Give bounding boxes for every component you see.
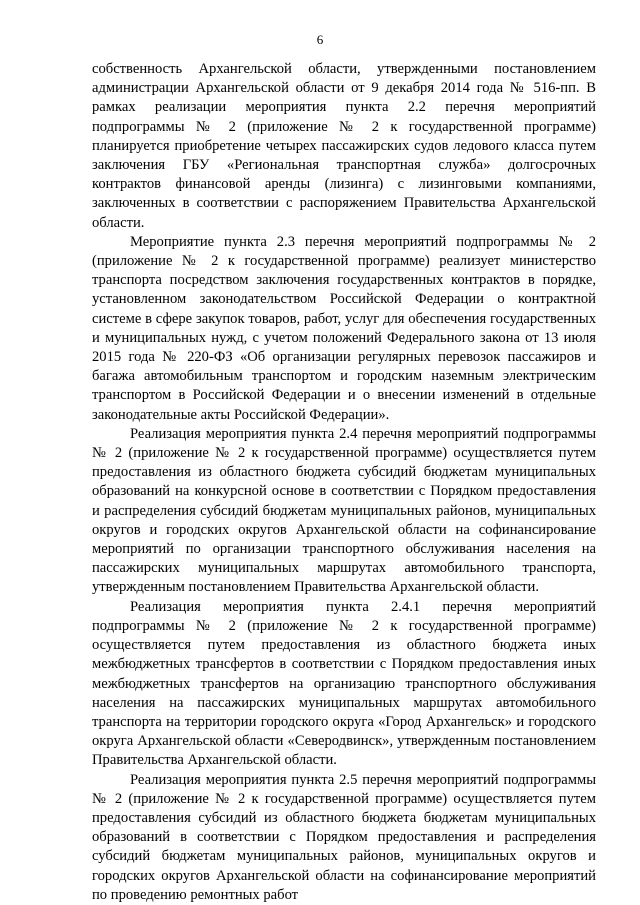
page-number: 6 (316, 32, 324, 47)
paragraph-item-2-4-1: Реализация мероприятия пункта 2.4.1 перечня мероприятий подпрограммы № 2 (приложение № 2 к государственной программе) осуществляется путем предоставления из областного бюджета иных межбюджетных трансфертов в соответствии с Порядком предоставления иных межбюджетных трансфертов на организацию транспортного обслуживания населения на пассажирских муниципальных маршрутах автомобильного транспорта на территории городского округа «Город Архангельск» и городского округа Архангельской области «Северодвинск», утвержденным постановлением Правительства Архангельской области. (92, 598, 596, 769)
paragraph-item-2-3: Мероприятие пункта 2.3 перечня мероприятий подпрограммы № 2 (приложение № 2 к государственной программе) реализует министерство транспорта посредством заключения государственных контрактов в порядке, установленном законодательством Российской Федерации о контрактной системе в сфере закупок товаров, работ, услуг для обеспечения государственных и муниципальных нужд, с учетом положений Федерального закона от 13 июля 2015 года № 220-ФЗ «Об организации регулярных перевозок пассажиров и багажа автомобильным транспортом и городским наземным электрическим транспортом в Российской Федерации и о внесении изменений в отдельные законодательные акты Российской Федерации». (92, 233, 596, 423)
paragraph-continuation: собственность Архангельской области, утвержденными постановлением администрации Архангельской области от 9 декабря 2014 года № 516-пп. В рамках реализации мероприятия пункта 2.2 перечня мероприятий подпрограммы № 2 (приложение № 2 к государственной программе) планируется приобретение четырех пассажирских судов ледового класса путем заключения ГБУ «Региональная транспортная служба» долгосрочных контрактов финансовой аренды (лизинга) с лизинговыми компаниями, заключенных в соответствии с распоряжением Правительства Архангельской области. (92, 61, 596, 231)
paragraph-item-2-5: Реализация мероприятия пункта 2.5 перечня мероприятий подпрограммы № 2 (приложение № 2 к государственной программе) осуществляется путем предоставления субсидий из областного бюджета бюджетам муниципальных образований в соответствии с Порядком предоставления и распределения субсидий бюджетам муниципальных районов, муниципальных округов и городских округов Архангельской области на софинансирование мероприятий по проведению ремонтных работ (92, 771, 596, 903)
document-body (92, 60, 596, 905)
paragraph-item-2-4: Реализация мероприятия пункта 2.4 перечня мероприятий подпрограммы № 2 (приложение № 2 к государственной программе) осуществляется путем предоставления из областного бюджета субсидий бюджетам муниципальных образований на конкурсной основе в соответствии с Порядком предоставления и распределения субсидий бюджетам муниципальных районов, муниципальных округов и городских округов Архангельской области на софинансирование мероприятий по организации транспортного обслуживания населения на пассажирских муниципальных маршрутах автомобильного транспорта, утвержденным постановлением Правительства Архангельской области. (92, 425, 596, 596)
